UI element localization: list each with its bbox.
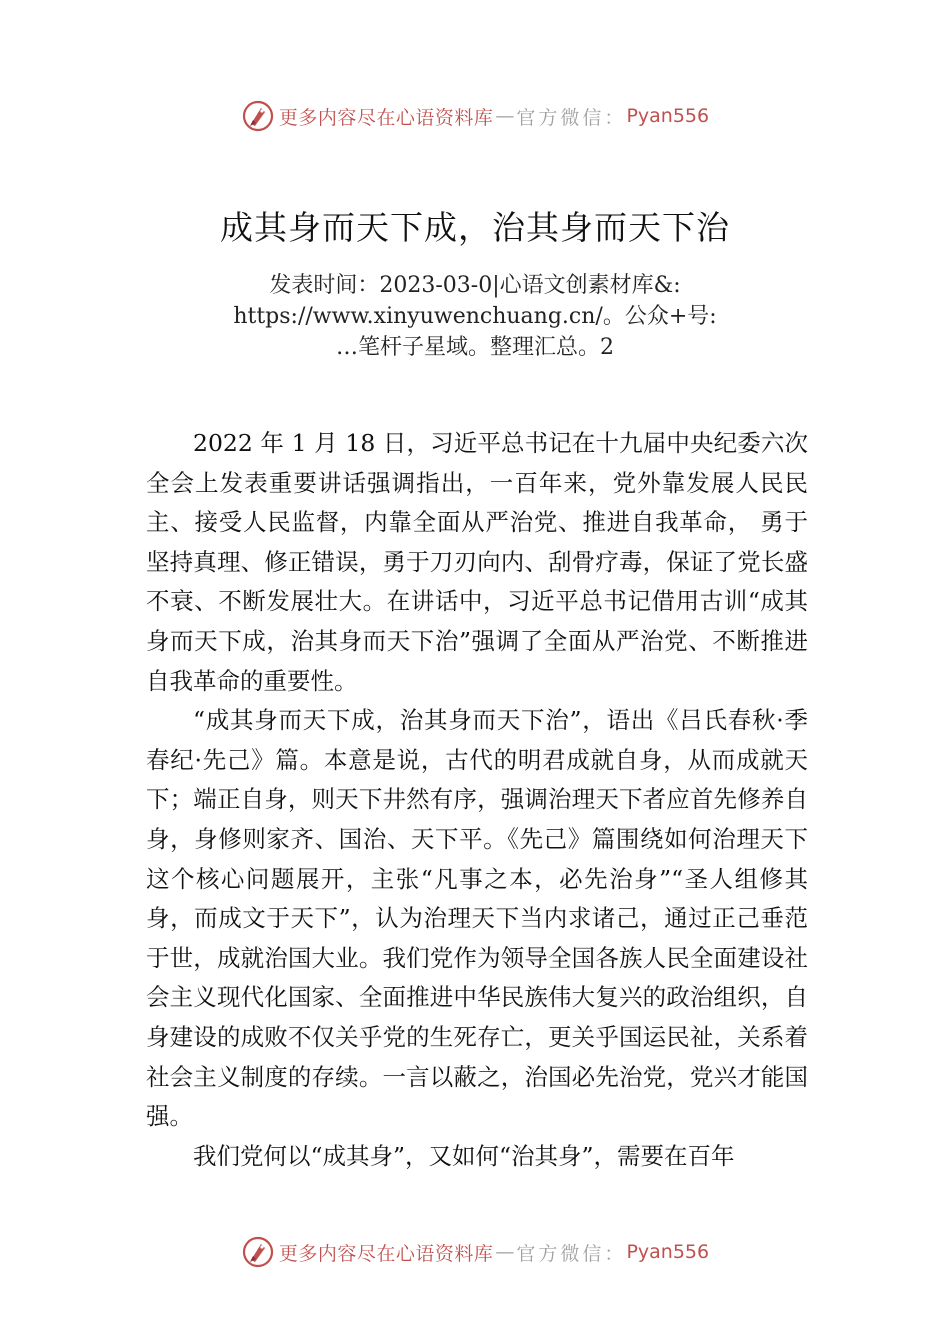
meta-line-3: …笔杆子星域。整理汇总。2 [336,335,614,360]
banner-text: 更多内容尽在心语资料库 [278,1242,494,1265]
pen-nib-logo-icon [241,1235,275,1269]
banner-text: 更多内容尽在心语资料库 [278,106,494,129]
banner-dash: — [495,1241,515,1263]
banner-wechat-label: 官方微信： [516,1242,627,1265]
banner-wechat-id: Pyan556 [626,1241,710,1263]
banner-wechat-id: Pyan556 [626,105,710,127]
article-meta [140,270,810,363]
paragraph-1: 2022 年 1 月 18 日，习近平总书记在十九届中央纪委六次全会上发表重要讲话强调指出，一百年来，党外靠发展人民民主、接受人民监督，内靠全面从严治党、推进自我革命， 勇于坚持真理、修正错误，勇于刀刃向内、刮骨疗毒，保证了党长盛不衰、不断发展壮大。在讲话中，习近平总书记借用古训“成其身而天下成，治其身而天下治”强调了全面从严治党、不断推进自我革命的重要性。 [146,429,808,695]
article-body [146,424,808,1176]
article-title: 成其身而天下成，治其身而天下治 [220,208,730,247]
paragraph-2: “成其身而天下成，治其身而天下治”，语出《吕氏春秋·季春纪·先己》篇。本意是说，古代的明君成就自身，从而成就天下；端正自身，则天下井然有序，强调治理天下者应首先修养自身，身修则家齐、国治、天下平。《先己》篇围绕如何治理天下这个核心问题展开，主张“凡事之本，必先治身”“圣人组修其身，而成文于天下”，认为治理天下当内求诸己，通过正己垂范于世，成就治国大业。我们党作为领导全国各族人民全面建设社会主义现代化国家、全面推进中华民族伟大复兴的政治组织，自身建设的成败不仅关乎党的生死存亡，更关乎国运民祉，关系着社会主义制度的存续。一言以蔽之，治国必先治党，党兴才能国强。 [146,706,808,1131]
header-watermark-banner [0,96,950,136]
banner-wechat-label: 官方微信： [516,106,627,129]
footer-watermark-banner [0,1232,950,1272]
meta-line-1: 发表时间：2023-03-0|心语文创素材库&: [269,273,681,298]
meta-line-2: https://www.xinyuwenchuang.cn/。公众+号: [233,304,717,329]
pen-nib-logo-icon [241,99,275,133]
paragraph-3: 我们党何以“成其身”，又如何“治其身”，需要在百年 [193,1141,735,1170]
banner-dash: — [495,105,515,127]
